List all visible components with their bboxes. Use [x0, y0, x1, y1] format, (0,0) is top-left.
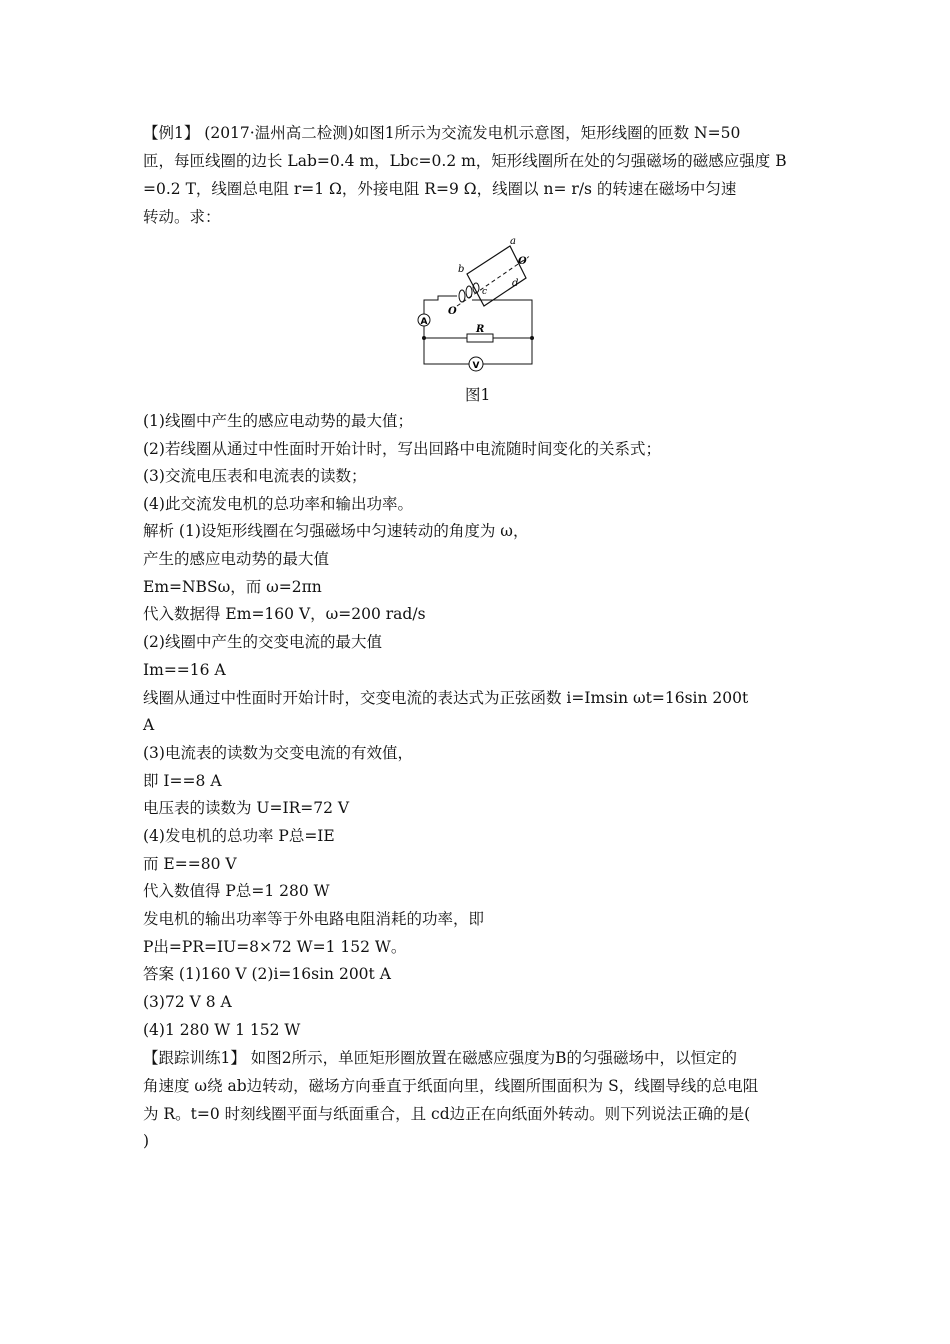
ammeter-label: A	[420, 317, 428, 327]
label-d: d	[512, 278, 519, 289]
example-line-4: 转动。求：	[143, 208, 221, 226]
example-line-2: 匝，每匝线圈的边长 Lab=0.4 m，Lbc=0.2 m，矩形线圈所在处的匀强磁场的磁感应强度 B	[143, 152, 787, 170]
example-line-1: 【例1】 (2017·温州高二检测)如图1所示为交流发电机示意图，矩形线圈的匝数 N=50	[143, 124, 741, 142]
solution-line-11: 电压表的读数为 U=IR=72 V	[143, 799, 350, 817]
figure-caption: 图1	[465, 386, 491, 404]
question-1: (1)线圈中产生的感应电动势的最大值；	[143, 412, 413, 430]
answer-line-1: 答案 (1)160 V (2)i=16sin 200t A	[143, 965, 391, 983]
question-4: (4)此交流发电机的总功率和输出功率。	[143, 495, 413, 513]
answer-line-3: (4)1 280 W 1 152 W	[143, 1021, 301, 1039]
solution-line-8: A	[143, 716, 155, 734]
label-c: c	[482, 287, 488, 297]
voltmeter-label: V	[472, 361, 480, 371]
solution-line-12: (4)发电机的总功率 P总=IE	[143, 827, 335, 845]
question-2: (2)若线圈从通过中性面时开始计时，写出回路中电流随时间变化的关系式；	[143, 440, 661, 458]
label-a: a	[510, 236, 516, 247]
solution-line-9: (3)电流表的读数为交变电流的有效值，	[143, 744, 413, 762]
solution-line-15: 发电机的输出功率等于外电路电阻消耗的功率，即	[143, 910, 485, 928]
followup-line-2: 角速度 ω绕 ab边转动，磁场方向垂直于纸面向里，线圈所围面积为 S，线圈导线的总电阻	[143, 1077, 759, 1095]
solution-line-16: P出=PR=IU=8×72 W=1 152 W。	[143, 938, 407, 956]
followup-line-4: )	[143, 1132, 150, 1150]
solution-line-10: 即 I==8 A	[143, 772, 222, 790]
coil-frame	[467, 246, 526, 306]
example-line-3: =0.2 T，线圈总电阻 r=1 Ω，外接电阻 R=9 Ω，线圈以 n= r/s 的转速在磁场中匀速	[143, 180, 737, 198]
label-o: O	[448, 306, 457, 317]
solution-line-2: 产生的感应电动势的最大值	[143, 550, 330, 568]
resistor-symbol	[467, 334, 493, 342]
followup-line-1: 【跟踪训练1】 如图2所示，单匝矩形圈放置在磁感应强度为B的匀强磁场中，以恒定的	[143, 1049, 738, 1067]
slip-ring-1	[459, 290, 465, 302]
solution-line-14: 代入数值得 P总=1 280 W	[143, 882, 330, 900]
solution-line-5: (2)线圈中产生的交变电流的最大值	[143, 633, 382, 651]
solution-line-6: Im==16 A	[143, 661, 226, 679]
question-3: (3)交流电压表和电流表的读数；	[143, 467, 367, 485]
solution-line-1: 解析 (1)设矩形线圈在匀强磁场中匀速转动的角度为 ω，	[143, 522, 529, 540]
label-b: b	[458, 264, 465, 275]
label-o-prime: O′	[518, 256, 530, 267]
resistor-label: R	[476, 324, 485, 335]
solution-line-13: 而 E==80 V	[143, 855, 237, 873]
solution-line-7: 线圈从通过中性面时开始计时，交变电流的表达式为正弦函数 i=Imsin ωt=16sin 200t	[143, 689, 749, 707]
solution-line-4: 代入数据得 Em=160 V，ω=200 rad/s	[143, 605, 426, 623]
solution-line-3: Em=NBSω，而 ω=2πn	[143, 578, 322, 596]
generator-diagram	[412, 234, 542, 384]
answer-line-2: (3)72 V 8 A	[143, 993, 232, 1011]
wire-voltmeter	[424, 338, 469, 364]
slip-ring-2	[466, 286, 472, 298]
followup-line-3: 为 R。t=0 时刻线圈平面与纸面重合，且 cd边正在向纸面外转动。则下列说法正确的是(	[143, 1105, 751, 1123]
